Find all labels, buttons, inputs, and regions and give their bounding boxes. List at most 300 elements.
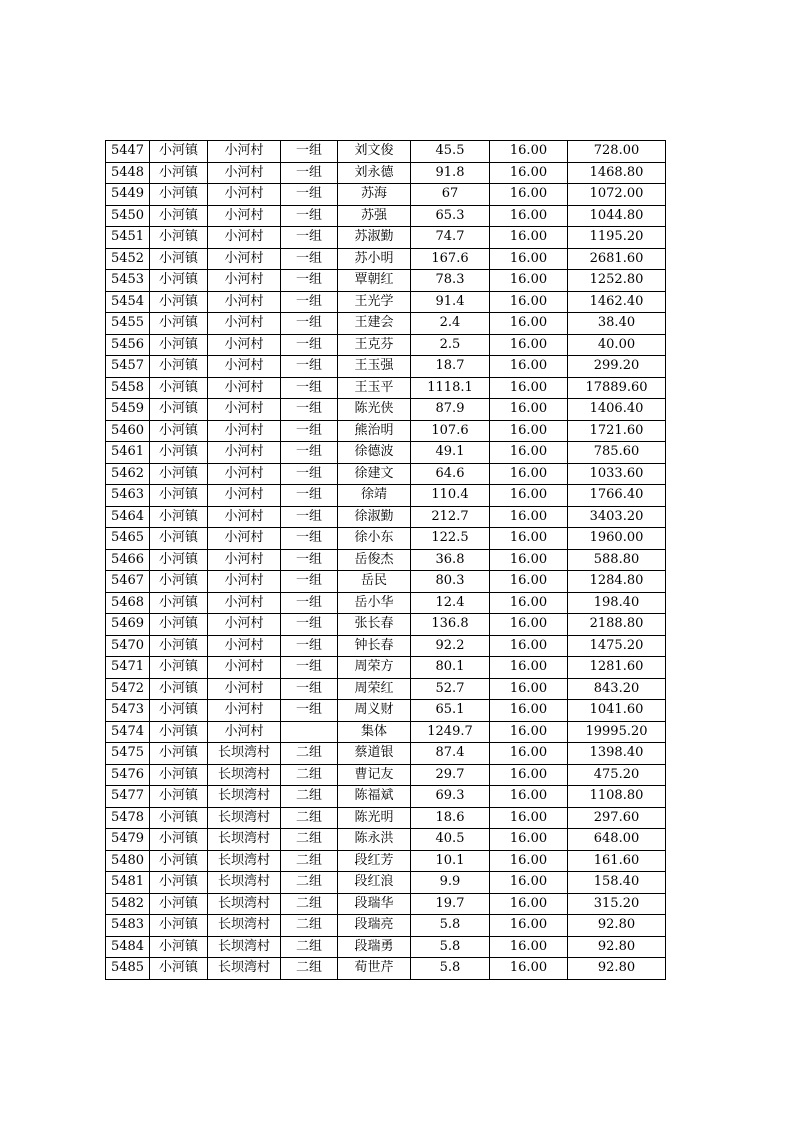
row-number: 5481 xyxy=(106,872,150,894)
amount-cell: 588.80 xyxy=(568,549,666,571)
group-cell: 二组 xyxy=(281,764,338,786)
town-cell: 小河镇 xyxy=(150,872,208,894)
area-cell: 5.8 xyxy=(411,936,490,958)
town-cell: 小河镇 xyxy=(150,141,208,163)
name-cell: 王玉平 xyxy=(338,377,411,399)
area-cell: 67 xyxy=(411,184,490,206)
price-cell: 16.00 xyxy=(490,872,568,894)
amount-cell: 158.40 xyxy=(568,872,666,894)
town-cell: 小河镇 xyxy=(150,184,208,206)
records-table xyxy=(105,140,666,980)
table-row xyxy=(106,764,666,786)
amount-cell: 3403.20 xyxy=(568,506,666,528)
name-cell: 苏海 xyxy=(338,184,411,206)
village-cell: 小河村 xyxy=(208,270,281,292)
town-cell: 小河镇 xyxy=(150,334,208,356)
table-row xyxy=(106,893,666,915)
name-cell: 周荣方 xyxy=(338,657,411,679)
group-cell: 一组 xyxy=(281,227,338,249)
town-cell: 小河镇 xyxy=(150,592,208,614)
row-number: 5456 xyxy=(106,334,150,356)
table-row xyxy=(106,700,666,722)
town-cell: 小河镇 xyxy=(150,162,208,184)
village-cell: 小河村 xyxy=(208,506,281,528)
amount-cell: 1406.40 xyxy=(568,399,666,421)
table-row xyxy=(106,743,666,765)
village-cell: 长坝湾村 xyxy=(208,958,281,980)
village-cell: 小河村 xyxy=(208,614,281,636)
area-cell: 92.2 xyxy=(411,635,490,657)
village-cell: 长坝湾村 xyxy=(208,743,281,765)
town-cell: 小河镇 xyxy=(150,915,208,937)
amount-cell: 161.60 xyxy=(568,850,666,872)
amount-cell: 475.20 xyxy=(568,764,666,786)
amount-cell: 1041.60 xyxy=(568,700,666,722)
table-row xyxy=(106,657,666,679)
area-cell: 1249.7 xyxy=(411,721,490,743)
row-number: 5478 xyxy=(106,807,150,829)
table-row xyxy=(106,248,666,270)
table-row xyxy=(106,162,666,184)
table-row xyxy=(106,377,666,399)
town-cell: 小河镇 xyxy=(150,657,208,679)
row-number: 5482 xyxy=(106,893,150,915)
price-cell: 16.00 xyxy=(490,549,568,571)
row-number: 5450 xyxy=(106,205,150,227)
amount-cell: 17889.60 xyxy=(568,377,666,399)
group-cell: 二组 xyxy=(281,829,338,851)
town-cell: 小河镇 xyxy=(150,700,208,722)
price-cell: 16.00 xyxy=(490,807,568,829)
row-number: 5476 xyxy=(106,764,150,786)
price-cell: 16.00 xyxy=(490,463,568,485)
town-cell: 小河镇 xyxy=(150,743,208,765)
name-cell: 王建会 xyxy=(338,313,411,335)
area-cell: 45.5 xyxy=(411,141,490,163)
group-cell: 二组 xyxy=(281,807,338,829)
table-row xyxy=(106,850,666,872)
row-number: 5469 xyxy=(106,614,150,636)
area-cell: 19.7 xyxy=(411,893,490,915)
table-row xyxy=(106,829,666,851)
village-cell: 小河村 xyxy=(208,291,281,313)
amount-cell: 297.60 xyxy=(568,807,666,829)
table-row xyxy=(106,313,666,335)
row-number: 5467 xyxy=(106,571,150,593)
amount-cell: 1284.80 xyxy=(568,571,666,593)
table-row xyxy=(106,399,666,421)
row-number: 5447 xyxy=(106,141,150,163)
town-cell: 小河镇 xyxy=(150,420,208,442)
group-cell: 一组 xyxy=(281,614,338,636)
amount-cell: 92.80 xyxy=(568,936,666,958)
amount-cell: 2188.80 xyxy=(568,614,666,636)
price-cell: 16.00 xyxy=(490,184,568,206)
amount-cell: 1195.20 xyxy=(568,227,666,249)
table-row xyxy=(106,528,666,550)
village-cell: 小河村 xyxy=(208,205,281,227)
village-cell: 小河村 xyxy=(208,313,281,335)
row-number: 5471 xyxy=(106,657,150,679)
area-cell: 91.4 xyxy=(411,291,490,313)
price-cell: 16.00 xyxy=(490,442,568,464)
price-cell: 16.00 xyxy=(490,786,568,808)
town-cell: 小河镇 xyxy=(150,893,208,915)
group-cell: 一组 xyxy=(281,657,338,679)
group-cell: 一组 xyxy=(281,291,338,313)
table-row xyxy=(106,614,666,636)
table-row xyxy=(106,592,666,614)
row-number: 5449 xyxy=(106,184,150,206)
name-cell: 周荣红 xyxy=(338,678,411,700)
amount-cell: 843.20 xyxy=(568,678,666,700)
area-cell: 87.9 xyxy=(411,399,490,421)
row-number: 5479 xyxy=(106,829,150,851)
table-row xyxy=(106,936,666,958)
amount-cell: 1072.00 xyxy=(568,184,666,206)
group-cell: 一组 xyxy=(281,549,338,571)
name-cell: 张长春 xyxy=(338,614,411,636)
amount-cell: 198.40 xyxy=(568,592,666,614)
amount-cell: 1475.20 xyxy=(568,635,666,657)
price-cell: 16.00 xyxy=(490,334,568,356)
group-cell: 一组 xyxy=(281,184,338,206)
row-number: 5448 xyxy=(106,162,150,184)
village-cell: 小河村 xyxy=(208,700,281,722)
amount-cell: 1462.40 xyxy=(568,291,666,313)
name-cell: 陈永洪 xyxy=(338,829,411,851)
group-cell: 一组 xyxy=(281,334,338,356)
table-row xyxy=(106,807,666,829)
area-cell: 40.5 xyxy=(411,829,490,851)
price-cell: 16.00 xyxy=(490,227,568,249)
row-number: 5480 xyxy=(106,850,150,872)
price-cell: 16.00 xyxy=(490,657,568,679)
village-cell: 小河村 xyxy=(208,248,281,270)
group-cell: 一组 xyxy=(281,506,338,528)
village-cell: 小河村 xyxy=(208,141,281,163)
town-cell: 小河镇 xyxy=(150,377,208,399)
group-cell: 一组 xyxy=(281,420,338,442)
group-cell: 一组 xyxy=(281,205,338,227)
town-cell: 小河镇 xyxy=(150,506,208,528)
name-cell: 岳小华 xyxy=(338,592,411,614)
price-cell: 16.00 xyxy=(490,571,568,593)
name-cell: 蔡道银 xyxy=(338,743,411,765)
price-cell: 16.00 xyxy=(490,614,568,636)
village-cell: 小河村 xyxy=(208,442,281,464)
area-cell: 74.7 xyxy=(411,227,490,249)
area-cell: 87.4 xyxy=(411,743,490,765)
amount-cell: 92.80 xyxy=(568,958,666,980)
amount-cell: 299.20 xyxy=(568,356,666,378)
town-cell: 小河镇 xyxy=(150,614,208,636)
name-cell: 徐淑勤 xyxy=(338,506,411,528)
area-cell: 52.7 xyxy=(411,678,490,700)
row-number: 5475 xyxy=(106,743,150,765)
village-cell: 长坝湾村 xyxy=(208,915,281,937)
amount-cell: 1252.80 xyxy=(568,270,666,292)
group-cell: 二组 xyxy=(281,958,338,980)
area-cell: 78.3 xyxy=(411,270,490,292)
row-number: 5453 xyxy=(106,270,150,292)
town-cell: 小河镇 xyxy=(150,829,208,851)
area-cell: 1118.1 xyxy=(411,377,490,399)
price-cell: 16.00 xyxy=(490,313,568,335)
amount-cell: 785.60 xyxy=(568,442,666,464)
group-cell: 二组 xyxy=(281,915,338,937)
village-cell: 小河村 xyxy=(208,635,281,657)
town-cell: 小河镇 xyxy=(150,356,208,378)
amount-cell: 1281.60 xyxy=(568,657,666,679)
group-cell: 二组 xyxy=(281,850,338,872)
table-row xyxy=(106,420,666,442)
row-number: 5473 xyxy=(106,700,150,722)
name-cell: 荀世芹 xyxy=(338,958,411,980)
table-row xyxy=(106,227,666,249)
town-cell: 小河镇 xyxy=(150,571,208,593)
village-cell: 长坝湾村 xyxy=(208,764,281,786)
row-number: 5460 xyxy=(106,420,150,442)
table-row xyxy=(106,463,666,485)
table-row xyxy=(106,506,666,528)
town-cell: 小河镇 xyxy=(150,936,208,958)
amount-cell: 92.80 xyxy=(568,915,666,937)
village-cell: 长坝湾村 xyxy=(208,872,281,894)
group-cell: 一组 xyxy=(281,141,338,163)
area-cell: 107.6 xyxy=(411,420,490,442)
area-cell: 2.5 xyxy=(411,334,490,356)
row-number: 5474 xyxy=(106,721,150,743)
name-cell: 刘文俊 xyxy=(338,141,411,163)
area-cell: 167.6 xyxy=(411,248,490,270)
group-cell: 一组 xyxy=(281,528,338,550)
group-cell: 一组 xyxy=(281,313,338,335)
group-cell: 一组 xyxy=(281,442,338,464)
name-cell: 王光学 xyxy=(338,291,411,313)
amount-cell: 1721.60 xyxy=(568,420,666,442)
row-number: 5468 xyxy=(106,592,150,614)
group-cell: 一组 xyxy=(281,635,338,657)
village-cell: 小河村 xyxy=(208,678,281,700)
group-cell xyxy=(281,721,338,743)
area-cell: 36.8 xyxy=(411,549,490,571)
area-cell: 212.7 xyxy=(411,506,490,528)
village-cell: 长坝湾村 xyxy=(208,936,281,958)
amount-cell: 728.00 xyxy=(568,141,666,163)
group-cell: 一组 xyxy=(281,356,338,378)
group-cell: 一组 xyxy=(281,571,338,593)
name-cell: 徐德波 xyxy=(338,442,411,464)
row-number: 5452 xyxy=(106,248,150,270)
town-cell: 小河镇 xyxy=(150,313,208,335)
name-cell: 钟长春 xyxy=(338,635,411,657)
name-cell: 段瑞华 xyxy=(338,893,411,915)
amount-cell: 1398.40 xyxy=(568,743,666,765)
price-cell: 16.00 xyxy=(490,700,568,722)
town-cell: 小河镇 xyxy=(150,635,208,657)
group-cell: 一组 xyxy=(281,485,338,507)
town-cell: 小河镇 xyxy=(150,528,208,550)
name-cell: 段红浪 xyxy=(338,872,411,894)
table-row xyxy=(106,635,666,657)
group-cell: 二组 xyxy=(281,743,338,765)
group-cell: 一组 xyxy=(281,377,338,399)
name-cell: 段红芳 xyxy=(338,850,411,872)
row-number: 5462 xyxy=(106,463,150,485)
group-cell: 一组 xyxy=(281,592,338,614)
row-number: 5457 xyxy=(106,356,150,378)
village-cell: 小河村 xyxy=(208,420,281,442)
area-cell: 69.3 xyxy=(411,786,490,808)
row-number: 5451 xyxy=(106,227,150,249)
name-cell: 岳民 xyxy=(338,571,411,593)
area-cell: 65.1 xyxy=(411,700,490,722)
name-cell: 陈光侠 xyxy=(338,399,411,421)
table-row xyxy=(106,270,666,292)
price-cell: 16.00 xyxy=(490,829,568,851)
name-cell: 陈福斌 xyxy=(338,786,411,808)
area-cell: 80.3 xyxy=(411,571,490,593)
row-number: 5459 xyxy=(106,399,150,421)
village-cell: 长坝湾村 xyxy=(208,893,281,915)
name-cell: 苏小明 xyxy=(338,248,411,270)
price-cell: 16.00 xyxy=(490,936,568,958)
price-cell: 16.00 xyxy=(490,506,568,528)
town-cell: 小河镇 xyxy=(150,463,208,485)
area-cell: 91.8 xyxy=(411,162,490,184)
town-cell: 小河镇 xyxy=(150,850,208,872)
area-cell: 65.3 xyxy=(411,205,490,227)
table-row xyxy=(106,915,666,937)
price-cell: 16.00 xyxy=(490,850,568,872)
name-cell: 段瑞亮 xyxy=(338,915,411,937)
village-cell: 小河村 xyxy=(208,377,281,399)
row-number: 5466 xyxy=(106,549,150,571)
group-cell: 一组 xyxy=(281,399,338,421)
area-cell: 136.8 xyxy=(411,614,490,636)
group-cell: 二组 xyxy=(281,936,338,958)
name-cell: 徐靖 xyxy=(338,485,411,507)
village-cell: 小河村 xyxy=(208,399,281,421)
table-row xyxy=(106,141,666,163)
town-cell: 小河镇 xyxy=(150,786,208,808)
amount-cell: 1766.40 xyxy=(568,485,666,507)
town-cell: 小河镇 xyxy=(150,721,208,743)
group-cell: 一组 xyxy=(281,270,338,292)
area-cell: 5.8 xyxy=(411,915,490,937)
town-cell: 小河镇 xyxy=(150,958,208,980)
town-cell: 小河镇 xyxy=(150,807,208,829)
price-cell: 16.00 xyxy=(490,528,568,550)
table-row xyxy=(106,678,666,700)
price-cell: 16.00 xyxy=(490,893,568,915)
price-cell: 16.00 xyxy=(490,721,568,743)
price-cell: 16.00 xyxy=(490,399,568,421)
table-row xyxy=(106,721,666,743)
area-cell: 122.5 xyxy=(411,528,490,550)
group-cell: 二组 xyxy=(281,872,338,894)
table-row xyxy=(106,485,666,507)
amount-cell: 19995.20 xyxy=(568,721,666,743)
price-cell: 16.00 xyxy=(490,141,568,163)
name-cell: 段瑞勇 xyxy=(338,936,411,958)
table-row xyxy=(106,205,666,227)
village-cell: 长坝湾村 xyxy=(208,829,281,851)
row-number: 5472 xyxy=(106,678,150,700)
area-cell: 64.6 xyxy=(411,463,490,485)
row-number: 5470 xyxy=(106,635,150,657)
row-number: 5465 xyxy=(106,528,150,550)
town-cell: 小河镇 xyxy=(150,442,208,464)
price-cell: 16.00 xyxy=(490,958,568,980)
amount-cell: 1468.80 xyxy=(568,162,666,184)
price-cell: 16.00 xyxy=(490,485,568,507)
row-number: 5484 xyxy=(106,936,150,958)
row-number: 5461 xyxy=(106,442,150,464)
amount-cell: 648.00 xyxy=(568,829,666,851)
table-row xyxy=(106,786,666,808)
row-number: 5483 xyxy=(106,915,150,937)
name-cell: 覃朝红 xyxy=(338,270,411,292)
group-cell: 一组 xyxy=(281,463,338,485)
amount-cell: 315.20 xyxy=(568,893,666,915)
row-number: 5477 xyxy=(106,786,150,808)
name-cell: 刘永德 xyxy=(338,162,411,184)
area-cell: 12.4 xyxy=(411,592,490,614)
row-number: 5463 xyxy=(106,485,150,507)
name-cell: 岳俊杰 xyxy=(338,549,411,571)
price-cell: 16.00 xyxy=(490,356,568,378)
town-cell: 小河镇 xyxy=(150,270,208,292)
name-cell: 苏淑勤 xyxy=(338,227,411,249)
name-cell: 王玉强 xyxy=(338,356,411,378)
price-cell: 16.00 xyxy=(490,592,568,614)
amount-cell: 40.00 xyxy=(568,334,666,356)
village-cell: 小河村 xyxy=(208,463,281,485)
row-number: 5464 xyxy=(106,506,150,528)
table-row xyxy=(106,356,666,378)
village-cell: 小河村 xyxy=(208,549,281,571)
village-cell: 长坝湾村 xyxy=(208,786,281,808)
name-cell: 周义财 xyxy=(338,700,411,722)
town-cell: 小河镇 xyxy=(150,549,208,571)
name-cell: 集体 xyxy=(338,721,411,743)
area-cell: 10.1 xyxy=(411,850,490,872)
name-cell: 徐小东 xyxy=(338,528,411,550)
name-cell: 王克芬 xyxy=(338,334,411,356)
table-row xyxy=(106,549,666,571)
town-cell: 小河镇 xyxy=(150,678,208,700)
row-number: 5458 xyxy=(106,377,150,399)
price-cell: 16.00 xyxy=(490,162,568,184)
name-cell: 苏强 xyxy=(338,205,411,227)
price-cell: 16.00 xyxy=(490,743,568,765)
amount-cell: 1033.60 xyxy=(568,463,666,485)
table-row xyxy=(106,291,666,313)
name-cell: 陈光明 xyxy=(338,807,411,829)
table-row xyxy=(106,184,666,206)
price-cell: 16.00 xyxy=(490,915,568,937)
town-cell: 小河镇 xyxy=(150,764,208,786)
name-cell: 徐建文 xyxy=(338,463,411,485)
village-cell: 小河村 xyxy=(208,334,281,356)
town-cell: 小河镇 xyxy=(150,399,208,421)
village-cell: 小河村 xyxy=(208,657,281,679)
village-cell: 小河村 xyxy=(208,528,281,550)
price-cell: 16.00 xyxy=(490,291,568,313)
price-cell: 16.00 xyxy=(490,420,568,442)
